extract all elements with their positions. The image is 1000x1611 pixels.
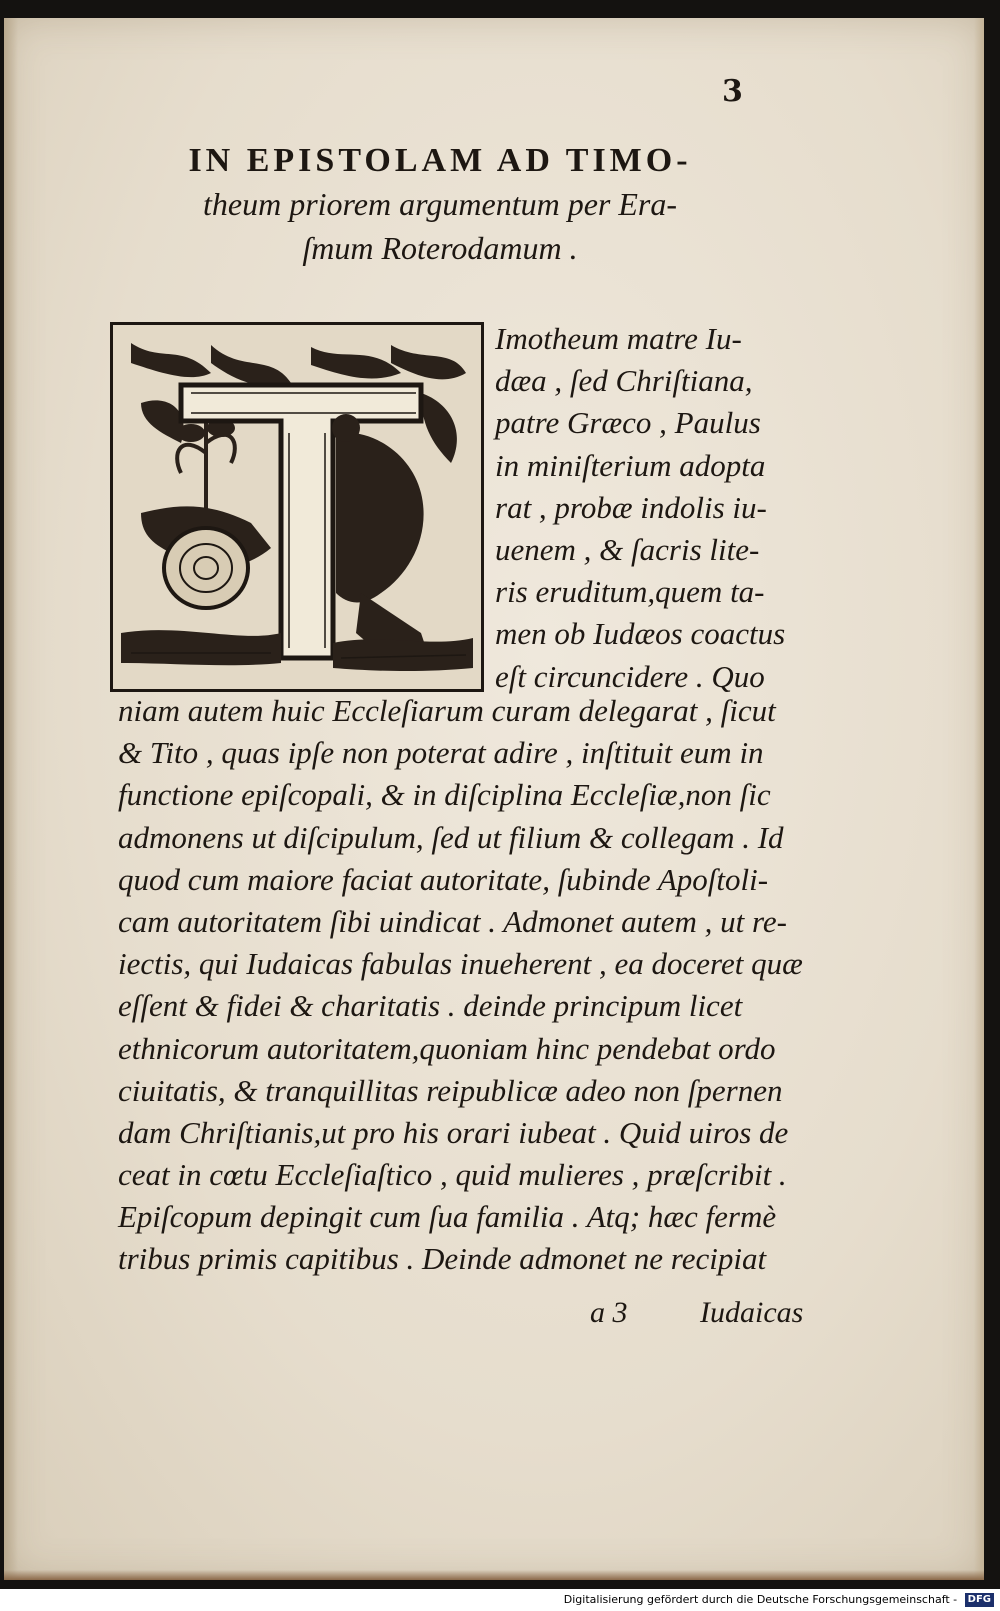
- text-line: uenem , & ſacris lite-: [495, 531, 760, 567]
- text-line: dæa , ſed Chriſtiana,: [495, 363, 753, 399]
- side-text-column: [495, 318, 795, 698]
- text-line: dam Chriſtianis,ut pro his orari iubeat . Quid uiros de: [118, 1114, 789, 1150]
- text-line: niam autem huic Eccleſiarum curam delegarat , ſicut: [118, 693, 776, 728]
- catchword: Iudaicas: [700, 1296, 804, 1329]
- heading-line-3: ſmum Roterodamum .: [302, 230, 578, 266]
- text-line: patre Græco , Paulus: [495, 405, 761, 441]
- footer-text: Digitalisierung gefördert durch die Deutsche Forschungsgemeinschaft -: [563, 1593, 958, 1606]
- heading-line-1: IN EPISTOLAM AD TIMO-: [188, 142, 692, 179]
- text-line: men ob Iudæos coactus: [495, 616, 786, 652]
- text-line: cam autoritatem ſibi uindicat . Admonet autem , ut re-: [118, 903, 787, 939]
- page-number: 3: [722, 74, 743, 109]
- woodcut-illustration: [121, 333, 473, 681]
- text-line: tribus primis capitibus . Deinde admonet ne recipiat: [118, 1241, 767, 1277]
- text-line: in miniſterium adopta: [495, 447, 766, 483]
- dfg-logo-icon: DFG: [965, 1593, 994, 1607]
- text-line: ciuitatis, & tranquillitas reipublicæ adeo non ſpernen: [118, 1072, 783, 1108]
- woodcut-initial: [110, 322, 484, 692]
- digitization-footer: [0, 1589, 1000, 1611]
- text-line: iectis, qui Iudaicas fabulas inueherent , ea doceret quæ: [118, 946, 803, 982]
- text-line: Epiſcopum depingit cum ſua familia . Atq; hæc fermè: [118, 1199, 777, 1235]
- signature-mark: a 3: [590, 1296, 628, 1329]
- text-line: Imotheum matre Iu-: [495, 321, 742, 356]
- page-heading: [120, 140, 760, 270]
- page-edge-right: [974, 18, 984, 1580]
- text-line: quod cum maiore faciat autoritate, ſubinde Apoſtoli-: [118, 861, 769, 897]
- text-line: ethnicorum autoritatem,quoniam hinc pendebat ordo: [118, 1030, 776, 1066]
- page-edge-bottom: [4, 1570, 984, 1580]
- body-text: [118, 690, 803, 1281]
- text-line: ris eruditum,quem ta-: [495, 574, 765, 610]
- text-line: rat , probæ indolis iu-: [495, 489, 767, 525]
- text-line: functione epiſcopali, & in diſciplina Eccleſiæ,non ſic: [118, 777, 771, 813]
- text-line: & Tito , quas ipſe non poterat adire , inſtituit eum in: [118, 735, 764, 771]
- text-line: eſſent & fidei & charitatis . deinde principum licet: [118, 988, 743, 1024]
- text-line: eſt circuncidere . Quo: [495, 658, 765, 694]
- page-edge-left: [4, 18, 18, 1580]
- heading-line-2: theum priorem argumentum per Era-: [202, 186, 677, 222]
- text-line: ceat in cœtu Eccleſiaſtico , quid mulieres , præſcribit .: [118, 1157, 787, 1193]
- text-line: admonens ut diſcipulum, ſed ut filium & collegam . Id: [118, 819, 784, 855]
